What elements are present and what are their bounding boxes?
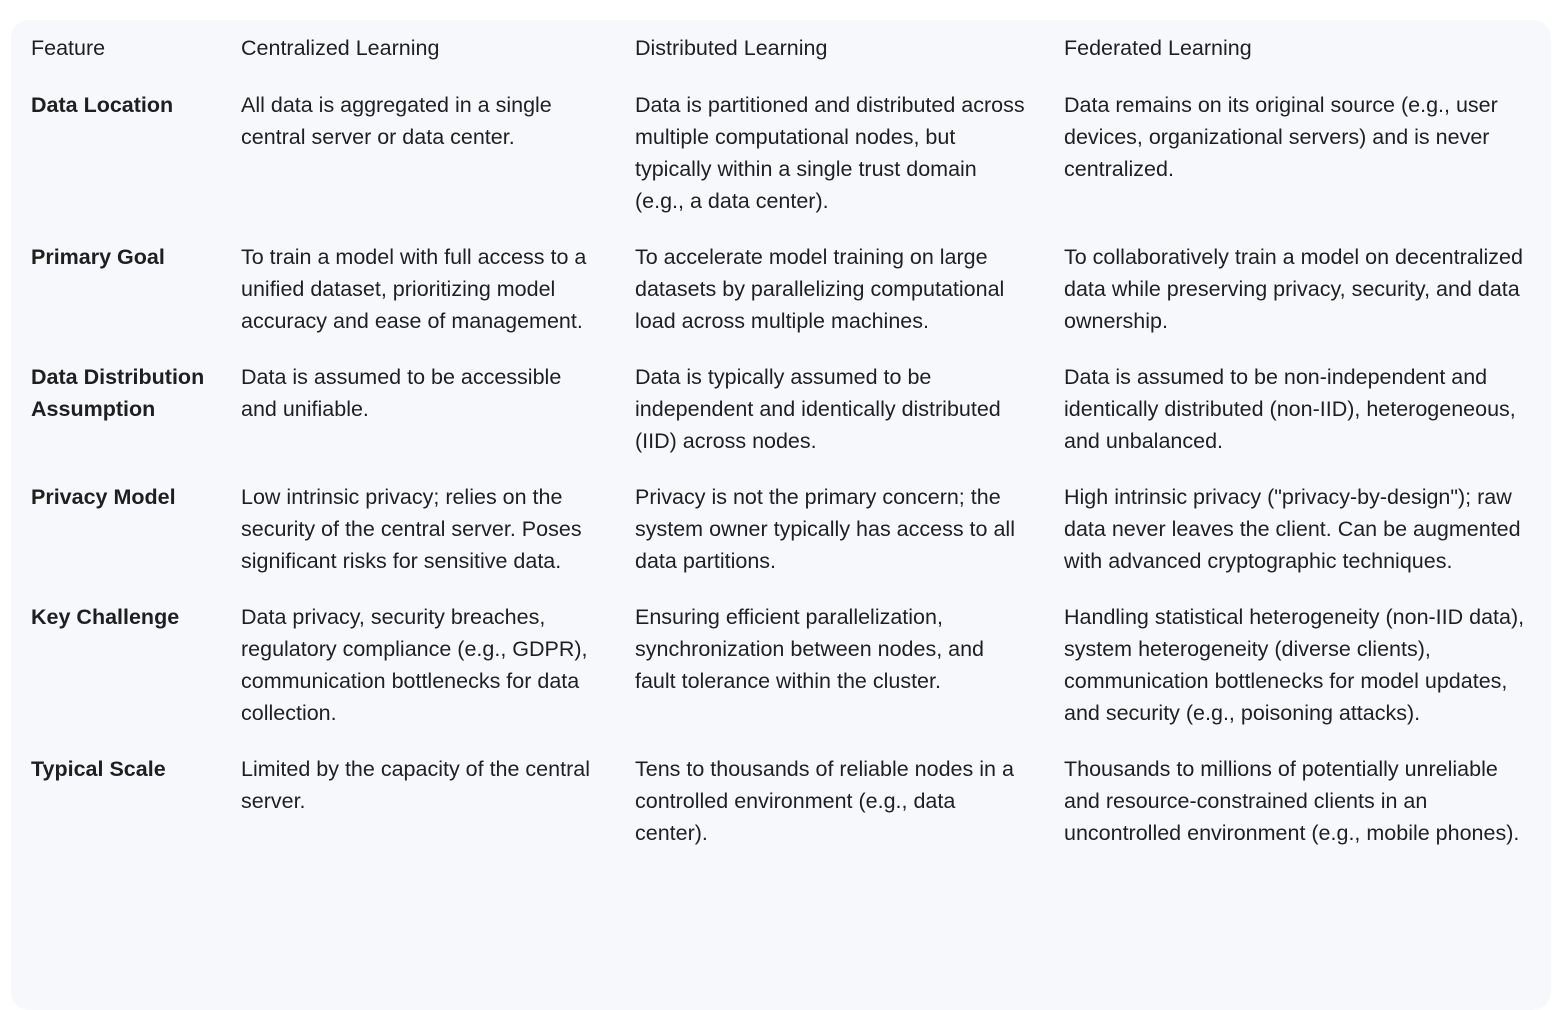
table-row <box>11 601 1551 753</box>
centralized-cell: Low intrinsic privacy; relies on the security of the central server. Poses significant risks for sensitive data. <box>241 485 582 573</box>
feature-cell: Data Location <box>31 93 174 117</box>
federated-cell: To collaboratively train a model on decentralized data while preserving privacy, security, and data ownership. <box>1064 245 1523 333</box>
header-federated-learning: Federated Learning <box>1064 36 1252 60</box>
centralized-cell: To train a model with full access to a unified dataset, prioritizing model accuracy and ease of management. <box>241 245 587 333</box>
comparison-table <box>11 32 1551 873</box>
federated-cell: High intrinsic privacy ("privacy-by-design"); raw data never leaves the client. Can be augmented with advanced cryptographic techniques. <box>1064 485 1521 573</box>
federated-cell: Data remains on its original source (e.g., user devices, organizational servers) and is never centralized. <box>1064 93 1498 181</box>
table-row <box>11 481 1551 601</box>
feature-cell: Data Distribution Assumption <box>31 365 205 421</box>
table-row <box>11 89 1551 241</box>
centralized-cell: All data is aggregated in a single central server or data center. <box>241 93 552 149</box>
distributed-cell: To accelerate model training on large datasets by parallelizing computational load across multiple machines. <box>635 245 1005 333</box>
distributed-cell: Ensuring efficient parallelization, synchronization between nodes, and fault tolerance within the cluster. <box>635 605 985 693</box>
feature-cell: Typical Scale <box>31 757 166 781</box>
distributed-cell: Tens to thousands of reliable nodes in a controlled environment (e.g., data center). <box>635 757 1014 845</box>
federated-cell: Data is assumed to be non-independent and identically distributed (non-IID), heterogeneous, and unbalanced. <box>1064 365 1516 453</box>
table-row <box>11 241 1551 361</box>
comparison-table-card <box>11 20 1551 1010</box>
table-row <box>11 361 1551 481</box>
centralized-cell: Data is assumed to be accessible and unifiable. <box>241 365 562 421</box>
feature-cell: Privacy Model <box>31 485 176 509</box>
table-row <box>11 753 1551 873</box>
distributed-cell: Privacy is not the primary concern; the system owner typically has access to all data partitions. <box>635 485 1015 573</box>
feature-cell: Key Challenge <box>31 605 180 629</box>
distributed-cell: Data is typically assumed to be independent and identically distributed (IID) across nodes. <box>635 365 1001 453</box>
federated-cell: Thousands to millions of potentially unreliable and resource-constrained clients in an uncontrolled environment (e.g., mobile phones). <box>1064 757 1520 845</box>
table-header-row <box>11 32 1551 89</box>
centralized-cell: Limited by the capacity of the central server. <box>241 757 590 813</box>
feature-cell: Primary Goal <box>31 245 165 269</box>
federated-cell: Handling statistical heterogeneity (non-IID data), system heterogeneity (diverse clients), communication bottlenecks for model updates, and security (e.g., poisoning attacks). <box>1064 605 1525 725</box>
centralized-cell: Data privacy, security breaches, regulatory compliance (e.g., GDPR), communication bottlenecks for data collection. <box>241 605 588 725</box>
header-centralized-learning: Centralized Learning <box>241 36 440 60</box>
header-feature: Feature <box>31 36 106 60</box>
header-distributed-learning: Distributed Learning <box>635 36 828 60</box>
distributed-cell: Data is partitioned and distributed across multiple computational nodes, but typically within a single trust domain (e.g., a data center). <box>635 93 1025 213</box>
